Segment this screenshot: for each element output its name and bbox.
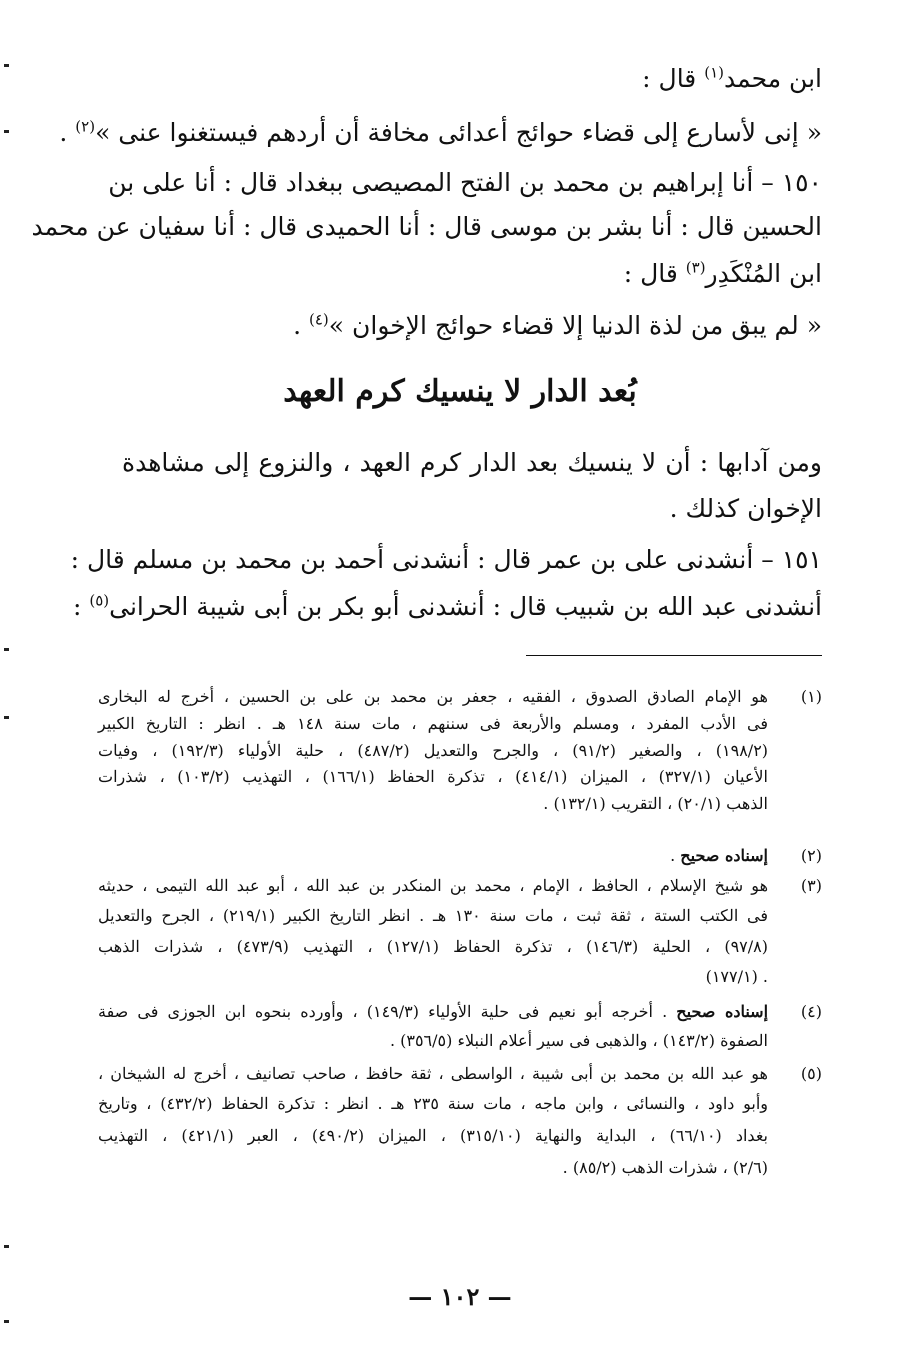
body-line-4: الحسين قال : أنا بشر بن موسى قال : أنا الحميدى قال : أنا سفيان عن محمد bbox=[31, 212, 822, 241]
footnote-number: (٥) bbox=[800, 1064, 822, 1083]
body-line-2: « إنى لأسارع إلى قضاء حوائج أعدائى مخافة أن أردهم فيستغنوا عنى »$^{(٢)}$ . bbox=[59, 117, 822, 147]
scan-edge-mark bbox=[4, 1245, 9, 1248]
footnote-3-line: . (١٧٧/١) bbox=[705, 967, 768, 986]
footnote-3-line: فى الكتب الستة ، ثقة ثبت ، مات سنة ١٣٠ هـ . انظر التاريخ الكبير (٢١٩/١) ، الجرح والتعديل bbox=[98, 906, 769, 925]
body-line-6: « لم يبق من لذة الدنيا إلا قضاء حوائج الإخوان »$^{(٤)}$ . bbox=[293, 310, 822, 340]
footnote-ref-3: (٣) bbox=[685, 258, 706, 277]
page-number: — ١٠٢ — bbox=[408, 1282, 512, 1311]
body-line-9: ١٥١ – أنشدنى على بن عمر قال : أنشدنى أحمد بن محمد بن مسلم قال : bbox=[70, 545, 822, 574]
footnote-4-line: الصفوة (١٤٣/٢) ، والذهبى فى سير أعلام النبلاء (٣٥٦/٥) . bbox=[389, 1031, 768, 1050]
section-heading: بُعد الدار لا ينسيك كرم العهد bbox=[283, 374, 637, 409]
footnote-2-line: إسناده صحيح . bbox=[670, 846, 768, 865]
footnote-3-line: (٩٧/٨) ، الحلية (١٤٦/٣) ، تذكرة الحفاظ (١٢٧/١) ، التهذيب (٤٧٣/٩) ، شذرات الذهب bbox=[98, 937, 768, 956]
footnote-4-line: إسناده صحيح . أخرجه أبو نعيم فى حلية الأولياء (١٤٩/٣) ، وأورده بنحوه ابن الجوزى فى صفة bbox=[98, 1002, 769, 1021]
footnote-5-line: (٢/٦) ، شذرات الذهب (٨٥/٢) . bbox=[562, 1158, 768, 1177]
footnote-number: (٢) bbox=[800, 846, 822, 865]
footnote-1-line: الأعيان (٣٢٧/١) ، الميزان (٤١٤/١) ، تذكرة الحفاظ (١٦٦/١) ، التهذيب (١٠٣/٢) ، شذرات bbox=[98, 767, 768, 786]
footnote-ref-4: (٤) bbox=[308, 310, 329, 329]
footnote-1-line: فى الأدب المفرد ، ومسلم والأربعة فى سننهم ، مات سنة ١٤٨ هـ . انظر : التاريخ الكبير bbox=[98, 714, 769, 733]
footnote-3-line: هو شيخ الإسلام ، الحافظ ، الإمام ، محمد بن المنكدر بن عبد الله ، أبو عبد الله التيمى ، حديثه bbox=[98, 876, 769, 895]
body-line-8: الإخوان كذلك . bbox=[669, 494, 822, 523]
footnote-separator bbox=[526, 655, 822, 656]
body-line-10: أنشدنى عبد الله بن شبيب قال : أنشدنى أبو بكر بن أبى شيبة الحرانى$^{(٥)}$ : bbox=[72, 591, 822, 621]
footnote-1-line: (١٩٨/٢) ، والصغير (٩١/٢) ، والجرح والتعديل (٤٨٧/٢) ، حلية الأولياء (١٩٢/٣) ، وفيات bbox=[98, 741, 769, 760]
footnote-5-line: وأبو داود ، والنسائى ، وابن ماجه ، مات سنة ٢٣٥ هـ . انظر : تذكرة الحفاظ (٤٣٢/٢) ، وتاريخ bbox=[98, 1094, 769, 1113]
footnote-5-line: بغداد (٦٦/١٠) ، البداية والنهاية (٣١٥/١٠) ، الميزان (٤٩٠/٢) ، العبر (٤٢١/١) ، التهذيب bbox=[98, 1126, 769, 1145]
footnote-5-line: هو عبد الله بن محمد بن أبى شيبة ، الواسطى ، ثقة حافظ ، صاحب تصانيف ، أخرج له الشيخان ، bbox=[98, 1064, 768, 1083]
body-line-1: ابن محمد$^{(١)}$ قال : bbox=[642, 63, 822, 93]
footnote-ref-5: (٥) bbox=[89, 591, 110, 610]
scan-edge-mark bbox=[4, 64, 9, 67]
body-line-7: ومن آدابها : أن لا ينسيك بعد الدار كرم العهد ، والنزوع إلى مشاهدة bbox=[122, 448, 822, 477]
footnote-ref-2: (٢) bbox=[75, 117, 96, 136]
scan-edge-mark bbox=[4, 716, 9, 719]
footnote-1-line: الذهب (٢٠/١) ، التقريب (١٣٢/١) . bbox=[543, 794, 768, 813]
scan-edge-mark bbox=[4, 1320, 9, 1323]
body-line-3: ١٥٠ – أنا إبراهيم بن محمد بن الفتح المصيصى ببغداد قال : أنا على بن bbox=[108, 168, 822, 197]
footnote-number: (١) bbox=[800, 687, 822, 706]
footnote-ref-1: (١) bbox=[704, 63, 724, 82]
scan-edge-mark bbox=[4, 648, 9, 651]
scan-edge-mark bbox=[4, 130, 9, 133]
body-line-5: ابن المُنْكَدِر$^{(٣)}$ قال : bbox=[623, 258, 822, 288]
footnote-number: (٤) bbox=[800, 1002, 822, 1021]
footnote-1-line: هو الإمام الصادق الصدوق ، الفقيه ، جعفر بن محمد بن على بن الحسين ، أخرج له البخارى bbox=[98, 687, 768, 706]
footnote-number: (٣) bbox=[800, 876, 822, 895]
